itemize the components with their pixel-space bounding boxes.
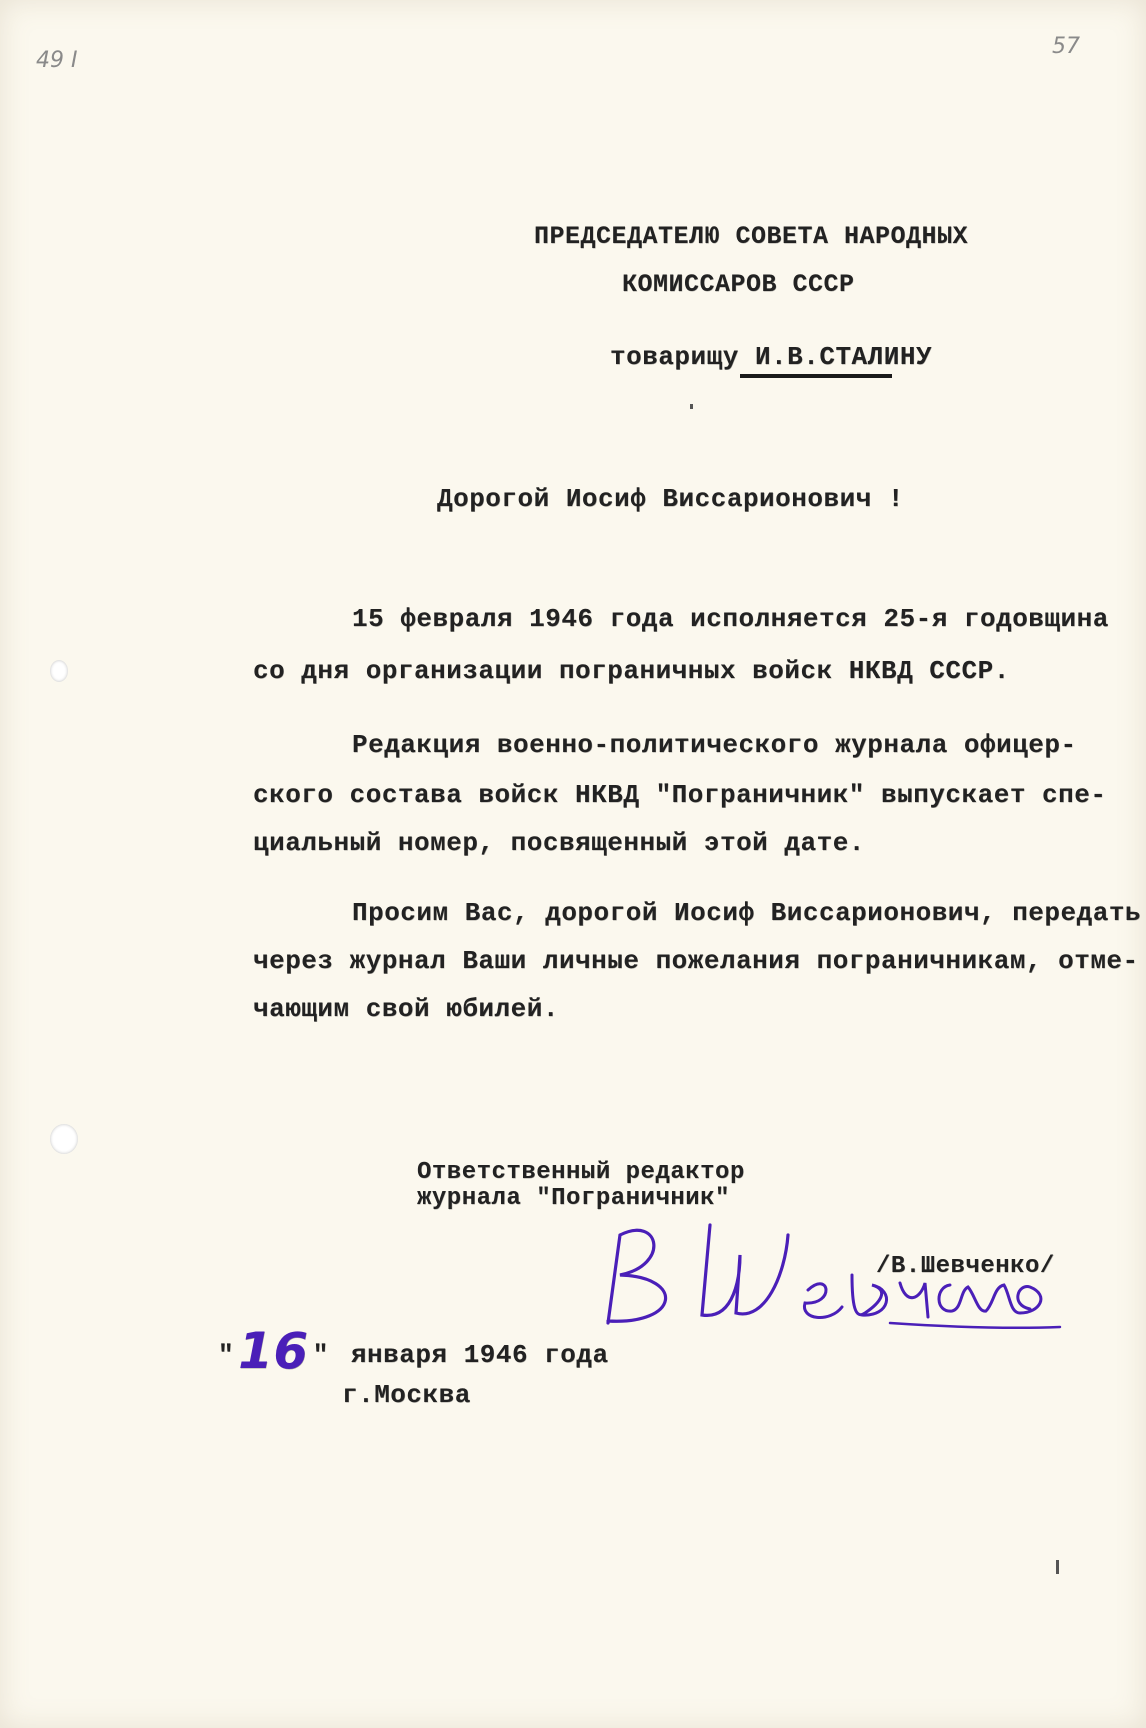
addressee-name: И.В.СТАЛИНУ (754, 342, 933, 372)
signer-name: /В.Шевченко/ (876, 1253, 1055, 1280)
date-quote-open: " (218, 1340, 235, 1370)
date-day-handwritten: 16 (238, 1322, 309, 1380)
margin-note-top-right: 57 (1052, 34, 1080, 59)
addressee-line-2: КОМИССАРОВ СССР (622, 270, 855, 299)
body-line: ского состава войск НКВД "Пограничник" выпускает спе- (253, 780, 1107, 810)
addressee-name-underline (740, 374, 892, 378)
body-line: Редакция военно-политического журнала офицер- (352, 730, 1077, 760)
stray-mark (1056, 1560, 1059, 1574)
salutation: Дорогой Иосиф Виссарионович ! (437, 484, 904, 514)
handwritten-signature (590, 1195, 1080, 1345)
body-line: циальный номер, посвященный этой дате. (253, 828, 865, 858)
punch-hole-bottom (50, 1124, 78, 1154)
date-quote-close: " (312, 1340, 329, 1370)
signer-title-line-1: Ответственный редактор (417, 1159, 745, 1186)
date-line (218, 1322, 609, 1380)
body-line: Просим Вас, дорогой Иосиф Виссарионович, передать (352, 898, 1142, 928)
body-line: со дня организации пограничных войск НКВД СССР. (253, 656, 1010, 686)
punch-hole-top (50, 660, 68, 682)
date-rest: января 1946 года (350, 1340, 609, 1370)
stray-mark (690, 404, 693, 409)
city: г.Москва (342, 1380, 471, 1410)
body-line: чающим свой юбилей. (253, 994, 559, 1024)
margin-note-top-left: 49 I (36, 48, 78, 73)
body-line: 15 февраля 1946 года исполняется 25-я годовщина (352, 604, 1109, 634)
addressee-title: товарищу (610, 342, 739, 372)
body-line: через журнал Ваши личные пожелания пограничникам, отме- (253, 946, 1139, 976)
addressee-line-1: ПРЕДСЕДАТЕЛЮ СОВЕТА НАРОДНЫХ (534, 222, 969, 251)
signer-title-line-2: журнала "Пограничник" (417, 1185, 730, 1212)
addressee-line-3 (610, 342, 932, 372)
